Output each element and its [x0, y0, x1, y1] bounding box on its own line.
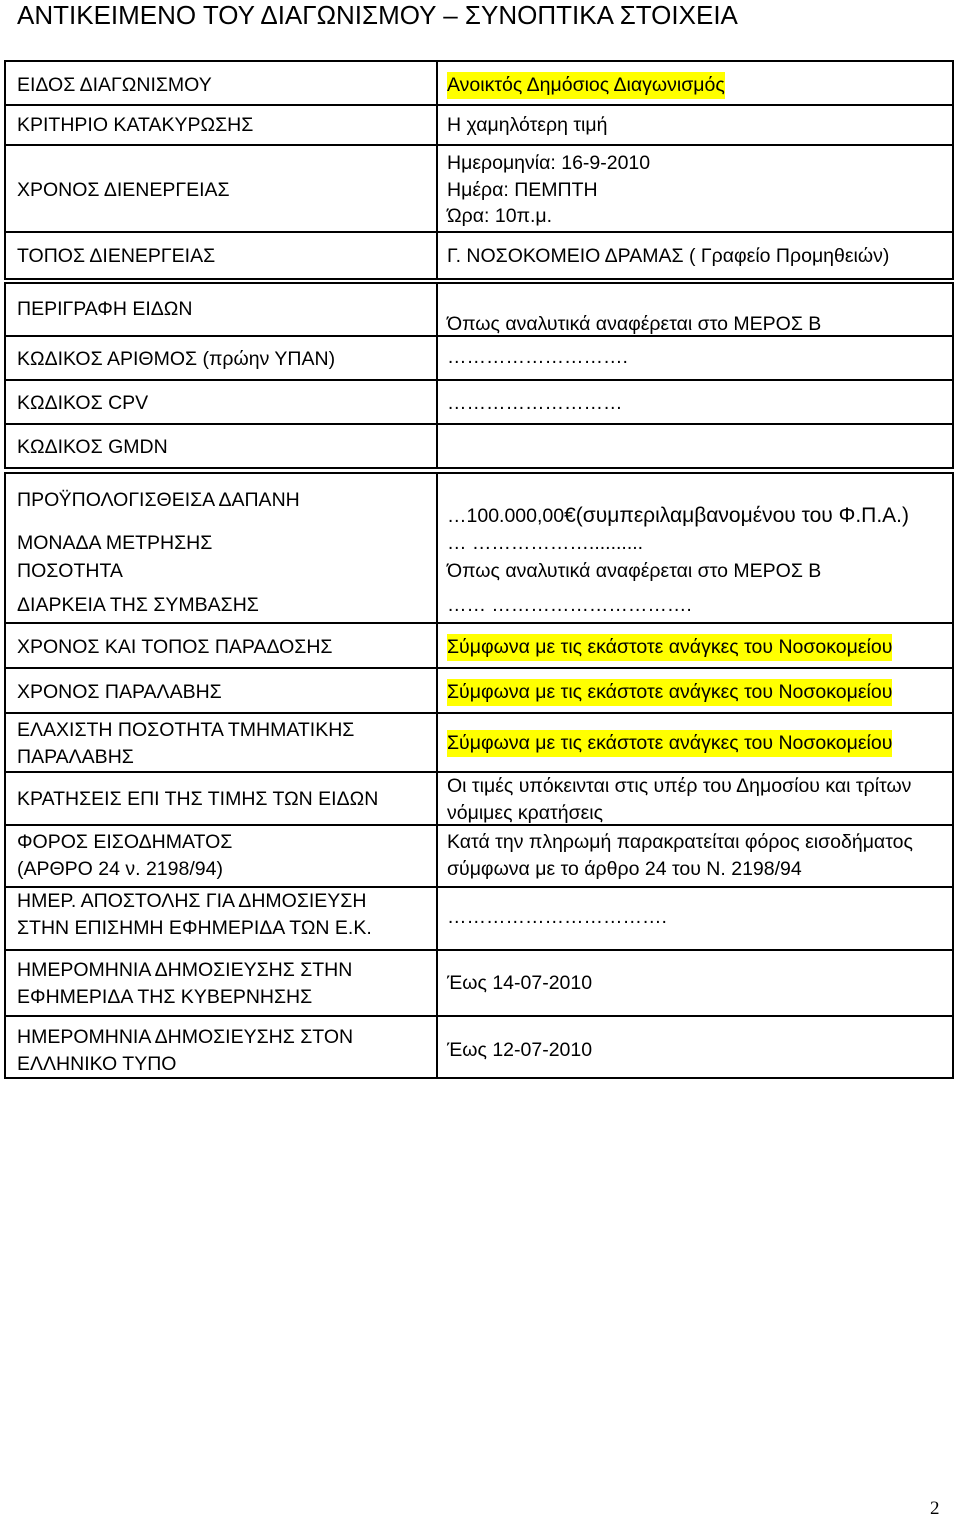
value-xronos-time: Ώρα: 10π.μ.	[447, 205, 553, 227]
value-kritirio: Η χαμηλότερη τιμή	[447, 114, 608, 136]
label-kritirio: ΚΡΙΤΗΡΙΟ ΚΑΤΑΚΥΡΩΣΗΣ	[17, 114, 254, 136]
label-apostoli-1: ΗΜΕΡ. ΑΠΟΣΤΟΛΗΣ ΓΙΑ ΔΗΜΟΣΙΕΥΣΗ	[17, 890, 367, 912]
value-kratiseis-1: Οι τιμές υπόκεινται στις υπέρ του Δημοσίου και τρίτων	[447, 775, 912, 797]
label-foros-1: ΦΟΡΟΣ ΕΙΣΟΔΗΜΑΤΟΣ	[17, 831, 233, 853]
page-title: ΑΝΤΙΚΕΙΜΕΝΟ ΤΟΥ ΔΙΑΓΩΝΙΣΜΟΥ – ΣΥΝΟΠΤΙΚΑ ΣΤΟΙΧΕΙΑ	[17, 0, 738, 30]
label-dapani: ΠΡΟΫΠΟΛΟΓΙΣΘΕΙΣΑ ΔΑΠΑΝΗ	[17, 489, 300, 511]
label-typos-1: ΗΜΕΡΟΜΗΝΙΑ ΔΗΜΟΣΙΕΥΣΗΣ ΣΤΟΝ	[17, 1026, 354, 1048]
value-typos: Έως 12-07-2010	[447, 1039, 593, 1061]
label-fek-2: ΕΦΗΜΕΡΙΔΑ ΤΗΣ ΚΥΒΕΡΝΗΣΗΣ	[17, 986, 313, 1008]
label-fek-1: ΗΜΕΡΟΜΗΝΙΑ ΔΗΜΟΣΙΕΥΣΗΣ ΣΤΗΝ	[17, 959, 353, 981]
label-apostoli-2: ΣΤΗΝ ΕΠΙΣΗΜΗ ΕΦΗΜΕΡΙΔΑ ΤΩΝ Ε.Κ.	[17, 917, 372, 939]
page-number: 2	[930, 1498, 940, 1519]
label-xronos: ΧΡΟΝΟΣ ΔΙΕΝΕΡΓΕΙΑΣ	[17, 179, 230, 201]
column-divider	[436, 474, 438, 1077]
column-divider	[436, 284, 438, 467]
value-eidos: Ανοικτός Δημόσιος Διαγωνισμός	[447, 72, 725, 99]
value-topos: Γ. ΝΟΣΟΚΟΜΕΙΟ ΔΡΑΜΑΣ ( Γραφείο Προμηθειών)	[447, 245, 890, 267]
label-cpv: ΚΩΔΙΚΟΣ CPV	[17, 392, 149, 414]
label-kodikos-ypan: ΚΩΔΙΚΟΣ ΑΡΙΘΜΟΣ (πρώην ΥΠΑΝ)	[17, 348, 336, 370]
value-fek: Έως 14-07-2010	[447, 972, 593, 994]
value-kodikos-ypan: ……………………….	[447, 346, 628, 368]
label-gmdn: ΚΩΔΙΚΟΣ GMDN	[17, 436, 168, 458]
value-paralavi: Σύμφωνα με τις εκάστοτε ανάγκες του Νοσοκομείου	[447, 679, 892, 706]
value-foros-1: Κατά την πληρωμή παρακρατείται φόρος εισοδήματος	[447, 831, 913, 853]
table-section-details	[4, 472, 954, 1079]
value-xronos-day: Ημέρα: ΠΕΜΠΤΗ	[447, 179, 598, 201]
label-paradosi: ΧΡΟΝΟΣ ΚΑΙ ΤΟΠΟΣ ΠΑΡΑΔΟΣΗΣ	[17, 636, 333, 658]
value-dapani: …100.000,00€(συμπεριλαμβανομένου του Φ.Π.Α.)	[447, 504, 909, 527]
label-typos-2: ΕΛΛΗΝΙΚΟ ΤΥΠΟ	[17, 1053, 177, 1075]
value-kratiseis-2: νόμιμες κρατήσεις	[447, 802, 604, 824]
value-xronos-date: Ημερομηνία: 16-9-2010	[447, 152, 651, 174]
label-perigrafi: ΠΕΡΙΓΡΑΦΗ ΕΙΔΩΝ	[17, 298, 193, 320]
label-paralavi: ΧΡΟΝΟΣ ΠΑΡΑΛΑΒΗΣ	[17, 681, 222, 703]
table-section-general	[4, 60, 954, 280]
label-kratiseis: ΚΡΑΤΗΣΕΙΣ ΕΠΙ ΤΗΣ ΤΙΜΗΣ ΤΩΝ ΕΙΔΩΝ	[17, 788, 379, 810]
column-divider	[436, 62, 438, 278]
value-paradosi: Σύμφωνα με τις εκάστοτε ανάγκες του Νοσοκομείου	[447, 634, 892, 661]
label-elaxisti-1: ΕΛΑΧΙΣΤΗ ΠΟΣΟΤΗΤΑ ΤΜΗΜΑΤΙΚΗΣ	[17, 719, 355, 741]
label-topos: ΤΟΠΟΣ ΔΙΕΝΕΡΓΕΙΑΣ	[17, 245, 216, 267]
value-monada: … ………………..........	[447, 532, 644, 554]
value-elaxisti: Σύμφωνα με τις εκάστοτε ανάγκες του Νοσοκομείου	[447, 730, 892, 757]
label-foros-2: (ΑΡΘΡΟ 24 ν. 2198/94)	[17, 858, 223, 880]
label-eidos: ΕΙΔΟΣ ΔΙΑΓΩΝΙΣΜΟΥ	[17, 74, 212, 96]
value-posotita: Όπως αναλυτικά αναφέρεται στο ΜΕΡΟΣ Β	[447, 560, 822, 582]
label-monada: ΜΟΝΑΔΑ ΜΕΤΡΗΣΗΣ	[17, 532, 213, 554]
value-foros-2: σύμφωνα με το άρθρο 24 του Ν. 2198/94	[447, 858, 802, 880]
label-posotita: ΠΟΣΟΤΗΤΑ	[17, 560, 123, 582]
value-cpv: ………………………	[447, 392, 623, 414]
value-perigrafi: Όπως αναλυτικά αναφέρεται στο ΜΕΡΟΣ Β	[447, 313, 822, 335]
table-section-codes	[4, 282, 954, 469]
value-diarkeia: …… ………………………….	[447, 594, 692, 616]
label-diarkeia: ΔΙΑΡΚΕΙΑ ΤΗΣ ΣΥΜΒΑΣΗΣ	[17, 594, 259, 616]
label-elaxisti-2: ΠΑΡΑΛΑΒΗΣ	[17, 746, 134, 768]
value-apostoli: …………………………….	[447, 906, 667, 928]
